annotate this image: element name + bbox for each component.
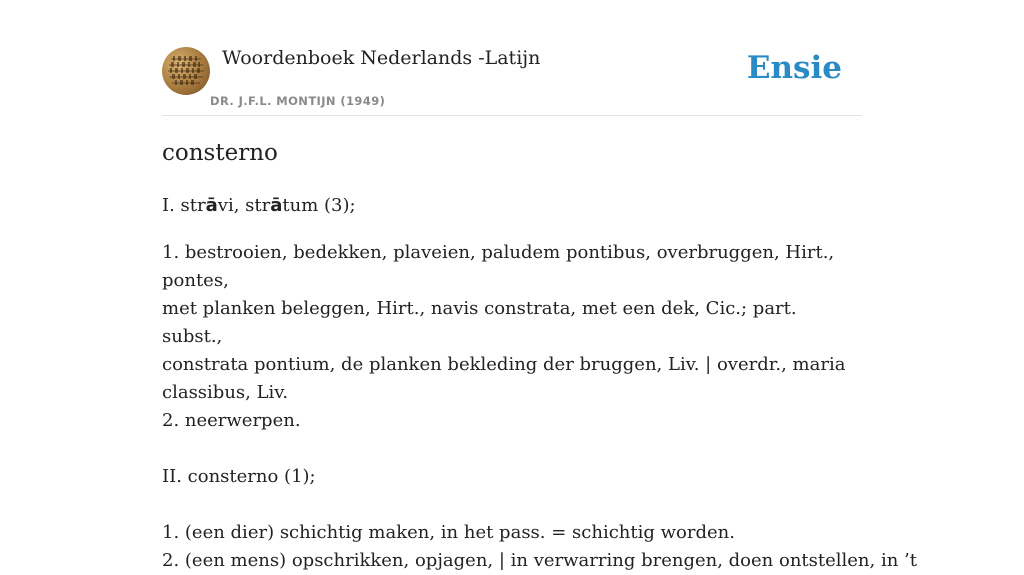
meaning-1-line-2: met planken beleggen, Hirt., navis constrata, met een dek, Cic.; part. subst., [162, 298, 797, 347]
section1-macron-b: ā [270, 195, 283, 216]
meaning-1-line-4: classibus, Liv. [162, 382, 289, 403]
meaning-1-line-1: 1. bestrooien, bedekken, plaveien, paludem pontibus, overbruggen, Hirt., pontes, [162, 242, 835, 291]
ensie-logo-link[interactable]: Ensie [746, 50, 842, 86]
entry-section-2: II. consterno (1); [162, 466, 316, 487]
section1-macron-a: ā [205, 195, 218, 216]
entry-headword: consterno [162, 140, 278, 166]
book-title[interactable]: Woordenboek Nederlands -Latijn [222, 47, 541, 69]
entry-body [162, 192, 917, 575]
section1-text-a: I. str [162, 195, 206, 216]
meaning-4: 2. (een mens) opschrikken, opjagen, | in verwarring brengen, doen ontstellen, in ’t [162, 550, 917, 571]
dictionary-header [162, 0, 862, 116]
meaning-2: 2. neerwerpen. [162, 410, 301, 431]
section1-text-c: tum (3); [282, 195, 356, 216]
page [162, 0, 917, 571]
meaning-3: 1. (een dier) schichtig maken, in het pass. = schichtig worden. [162, 522, 735, 543]
coin-inscription-icon[interactable] [162, 47, 210, 95]
entry-section-1 [162, 192, 862, 220]
meaning-1-line-3: constrata pontium, de planken bekleding der bruggen, Liv. | overdr., maria [162, 354, 846, 375]
section1-text-b: vi, str [217, 195, 271, 216]
book-author: DR. J.F.L. MONTIJN (1949) [210, 94, 386, 108]
